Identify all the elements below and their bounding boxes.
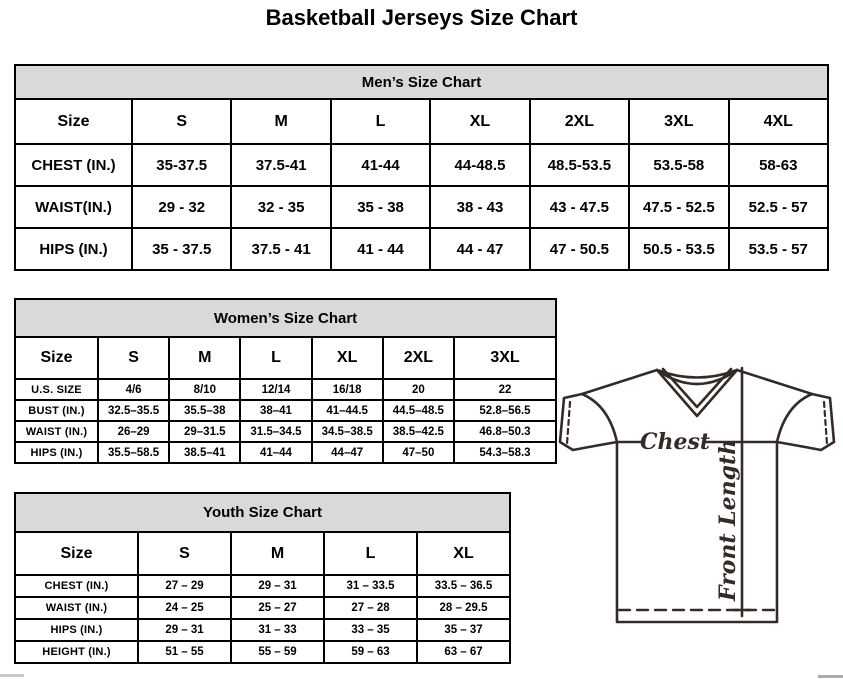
size-value-cell: 32 - 35 xyxy=(231,186,330,228)
size-value-cell: 35 – 37 xyxy=(417,619,510,641)
column-header: 3XL xyxy=(454,337,556,379)
column-header: M xyxy=(231,99,330,144)
row-label: CHEST (IN.) xyxy=(15,144,132,186)
size-value-cell: 44 - 47 xyxy=(430,228,529,270)
size-value-cell: 24 – 25 xyxy=(138,597,231,619)
column-header: 2XL xyxy=(383,337,454,379)
size-value-cell: 35 - 38 xyxy=(331,186,430,228)
mens-size-chart-section xyxy=(14,64,829,271)
jersey-measurement-diagram xyxy=(556,358,840,628)
column-header: S xyxy=(132,99,231,144)
front-length-label: Front Length xyxy=(715,438,741,602)
table-row xyxy=(15,400,556,421)
column-header: XL xyxy=(430,99,529,144)
size-value-cell: 12/14 xyxy=(240,379,311,400)
left-cuff-stitch xyxy=(567,402,570,444)
table-row xyxy=(15,144,828,186)
size-value-cell: 47.5 - 52.5 xyxy=(629,186,728,228)
column-header: L xyxy=(240,337,311,379)
size-value-cell: 55 – 59 xyxy=(231,641,324,663)
size-value-cell: 52.5 - 57 xyxy=(729,186,828,228)
size-value-cell: 46.8–50.3 xyxy=(454,421,556,442)
size-value-cell: 38.5–42.5 xyxy=(383,421,454,442)
size-value-cell: 16/18 xyxy=(312,379,383,400)
row-label: U.S. SIZE xyxy=(15,379,98,400)
size-value-cell: 29–31.5 xyxy=(169,421,240,442)
size-value-cell: 25 – 27 xyxy=(231,597,324,619)
size-value-cell: 47 - 50.5 xyxy=(530,228,629,270)
size-value-cell: 54.3–58.3 xyxy=(454,442,556,463)
size-value-cell: 41–44.5 xyxy=(312,400,383,421)
table-row xyxy=(15,597,510,619)
column-header: L xyxy=(324,532,417,575)
page-edge-artifact-left xyxy=(0,674,24,677)
column-header-row xyxy=(15,337,556,379)
row-label: WAIST(IN.) xyxy=(15,186,132,228)
chest-label: Chest xyxy=(639,429,711,455)
size-value-cell: 41 - 44 xyxy=(331,228,430,270)
womens-size-chart-title: Women’s Size Chart xyxy=(14,298,557,338)
size-value-cell: 27 – 28 xyxy=(324,597,417,619)
size-value-cell: 28 – 29.5 xyxy=(417,597,510,619)
size-value-cell: 35.5–38 xyxy=(169,400,240,421)
size-value-cell: 37.5-41 xyxy=(231,144,330,186)
row-label: HEIGHT (IN.) xyxy=(15,641,138,663)
size-value-cell: 35-37.5 xyxy=(132,144,231,186)
right-armhole-seam xyxy=(777,394,812,442)
size-value-cell: 35.5–58.5 xyxy=(98,442,169,463)
size-value-cell: 63 – 67 xyxy=(417,641,510,663)
size-value-cell: 38–41 xyxy=(240,400,311,421)
youth-size-chart-section xyxy=(14,492,511,664)
size-value-cell: 35 - 37.5 xyxy=(132,228,231,270)
column-header: 2XL xyxy=(530,99,629,144)
column-header: Size xyxy=(15,99,132,144)
size-value-cell: 53.5-58 xyxy=(629,144,728,186)
size-value-cell: 47–50 xyxy=(383,442,454,463)
column-header: S xyxy=(138,532,231,575)
size-value-cell: 52.8–56.5 xyxy=(454,400,556,421)
size-value-cell: 31 – 33 xyxy=(231,619,324,641)
size-value-cell: 51 – 55 xyxy=(138,641,231,663)
size-value-cell: 41–44 xyxy=(240,442,311,463)
size-value-cell: 44.5–48.5 xyxy=(383,400,454,421)
row-label: HIPS (IN.) xyxy=(15,442,98,463)
size-value-cell: 27 – 29 xyxy=(138,575,231,597)
size-value-cell: 34.5–38.5 xyxy=(312,421,383,442)
column-header: M xyxy=(231,532,324,575)
womens-size-table xyxy=(14,336,557,464)
row-label: WAIST (IN.) xyxy=(15,421,98,442)
column-header: M xyxy=(169,337,240,379)
size-value-cell: 33.5 – 36.5 xyxy=(417,575,510,597)
youth-size-chart-title: Youth Size Chart xyxy=(14,492,511,533)
size-value-cell: 43 - 47.5 xyxy=(530,186,629,228)
row-label: HIPS (IN.) xyxy=(15,228,132,270)
column-header: L xyxy=(331,99,430,144)
size-value-cell: 8/10 xyxy=(169,379,240,400)
size-value-cell: 44-48.5 xyxy=(430,144,529,186)
table-row xyxy=(15,228,828,270)
column-header: XL xyxy=(312,337,383,379)
column-header: 4XL xyxy=(729,99,828,144)
row-label: BUST (IN.) xyxy=(15,400,98,421)
size-value-cell: 32.5–35.5 xyxy=(98,400,169,421)
row-label: CHEST (IN.) xyxy=(15,575,138,597)
table-row xyxy=(15,575,510,597)
size-value-cell: 38 - 43 xyxy=(430,186,529,228)
mens-size-chart-title: Men’s Size Chart xyxy=(14,64,829,100)
column-header: Size xyxy=(15,337,98,379)
column-header: 3XL xyxy=(629,99,728,144)
size-value-cell: 58-63 xyxy=(729,144,828,186)
size-value-cell: 20 xyxy=(383,379,454,400)
size-value-cell: 59 – 63 xyxy=(324,641,417,663)
mens-size-table xyxy=(14,98,829,271)
column-header: XL xyxy=(417,532,510,575)
left-armhole-seam xyxy=(582,394,617,442)
column-header-row xyxy=(15,99,828,144)
table-row xyxy=(15,641,510,663)
size-value-cell: 4/6 xyxy=(98,379,169,400)
page-edge-artifact-right xyxy=(818,675,843,678)
column-header: S xyxy=(98,337,169,379)
table-row xyxy=(15,442,556,463)
column-header: Size xyxy=(15,532,138,575)
size-value-cell: 37.5 - 41 xyxy=(231,228,330,270)
row-label: WAIST (IN.) xyxy=(15,597,138,619)
size-value-cell: 26–29 xyxy=(98,421,169,442)
size-value-cell: 41-44 xyxy=(331,144,430,186)
size-value-cell: 44–47 xyxy=(312,442,383,463)
size-value-cell: 53.5 - 57 xyxy=(729,228,828,270)
size-value-cell: 48.5-53.5 xyxy=(530,144,629,186)
right-cuff-stitch xyxy=(824,402,827,444)
page-title: Basketball Jerseys Size Chart xyxy=(265,5,578,30)
size-value-cell: 38.5–41 xyxy=(169,442,240,463)
table-row xyxy=(15,421,556,442)
table-row xyxy=(15,619,510,641)
column-header-row xyxy=(15,532,510,575)
size-value-cell: 50.5 - 53.5 xyxy=(629,228,728,270)
size-value-cell: 31 – 33.5 xyxy=(324,575,417,597)
size-value-cell: 29 – 31 xyxy=(231,575,324,597)
size-value-cell: 31.5–34.5 xyxy=(240,421,311,442)
row-label: HIPS (IN.) xyxy=(15,619,138,641)
size-value-cell: 22 xyxy=(454,379,556,400)
size-value-cell: 29 - 32 xyxy=(132,186,231,228)
table-row xyxy=(15,186,828,228)
table-row xyxy=(15,379,556,400)
youth-size-table xyxy=(14,531,511,664)
size-value-cell: 33 – 35 xyxy=(324,619,417,641)
womens-size-chart-section xyxy=(14,298,557,464)
size-value-cell: 29 – 31 xyxy=(138,619,231,641)
